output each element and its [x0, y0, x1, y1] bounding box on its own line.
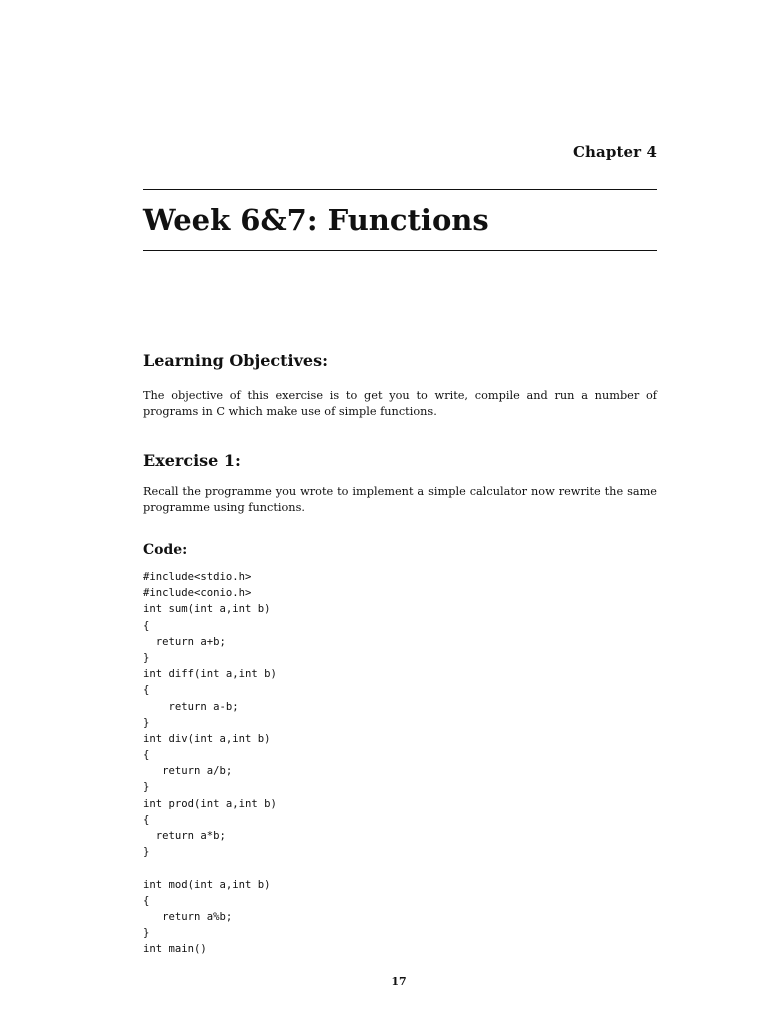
code-line: return a/b; [143, 765, 233, 778]
code-line: int diff(int a,int b) [143, 668, 277, 681]
title-rule-bottom [143, 250, 657, 251]
code-line: } [143, 716, 150, 729]
code-line: { [143, 813, 150, 826]
code-line: { [143, 684, 150, 697]
code-line: } [143, 927, 150, 940]
learning-objectives-heading: Learning Objectives: [143, 351, 329, 370]
code-line: { [143, 619, 150, 632]
chapter-title: Week 6&7: Functions [143, 203, 489, 237]
code-block [143, 569, 657, 958]
code-line: return a-b; [143, 700, 239, 713]
code-line: } [143, 846, 150, 859]
code-line: #include<stdio.h> [143, 571, 252, 583]
code-line: return a+b; [143, 635, 226, 648]
exercise-1-text: Recall the programme you wrote to implement a simple calculator now rewrite the same programme using functions. [143, 485, 657, 514]
chapter-label: Chapter 4 [573, 143, 657, 161]
code-line: return a*b; [143, 830, 226, 842]
exercise-1-section [143, 450, 657, 516]
code-section [143, 540, 657, 560]
title-rule-top [143, 189, 657, 190]
learning-objectives-text: The objective of this exercise is to get you to write, compile and run a number of programs in C which make use of simple functions. [143, 389, 657, 418]
code-line: } [143, 781, 150, 794]
code-line: return a%b; [143, 910, 233, 923]
code-line: int main() [143, 943, 207, 956]
page-number: 17 [391, 975, 407, 988]
code-line: int mod(int a,int b) [143, 878, 271, 891]
code-line: #include<conio.h> [143, 587, 252, 600]
code-line [143, 860, 657, 876]
code-line: { [143, 749, 150, 762]
code-line: int sum(int a,int b) [143, 603, 271, 616]
code-heading: Code: [143, 542, 188, 558]
exercise-1-heading: Exercise 1: [143, 451, 241, 470]
code-line: int prod(int a,int b) [143, 797, 277, 810]
code-line: int div(int a,int b) [143, 732, 271, 745]
code-line: { [143, 894, 150, 907]
code-line: } [143, 651, 150, 664]
learning-objectives-section [143, 350, 657, 420]
